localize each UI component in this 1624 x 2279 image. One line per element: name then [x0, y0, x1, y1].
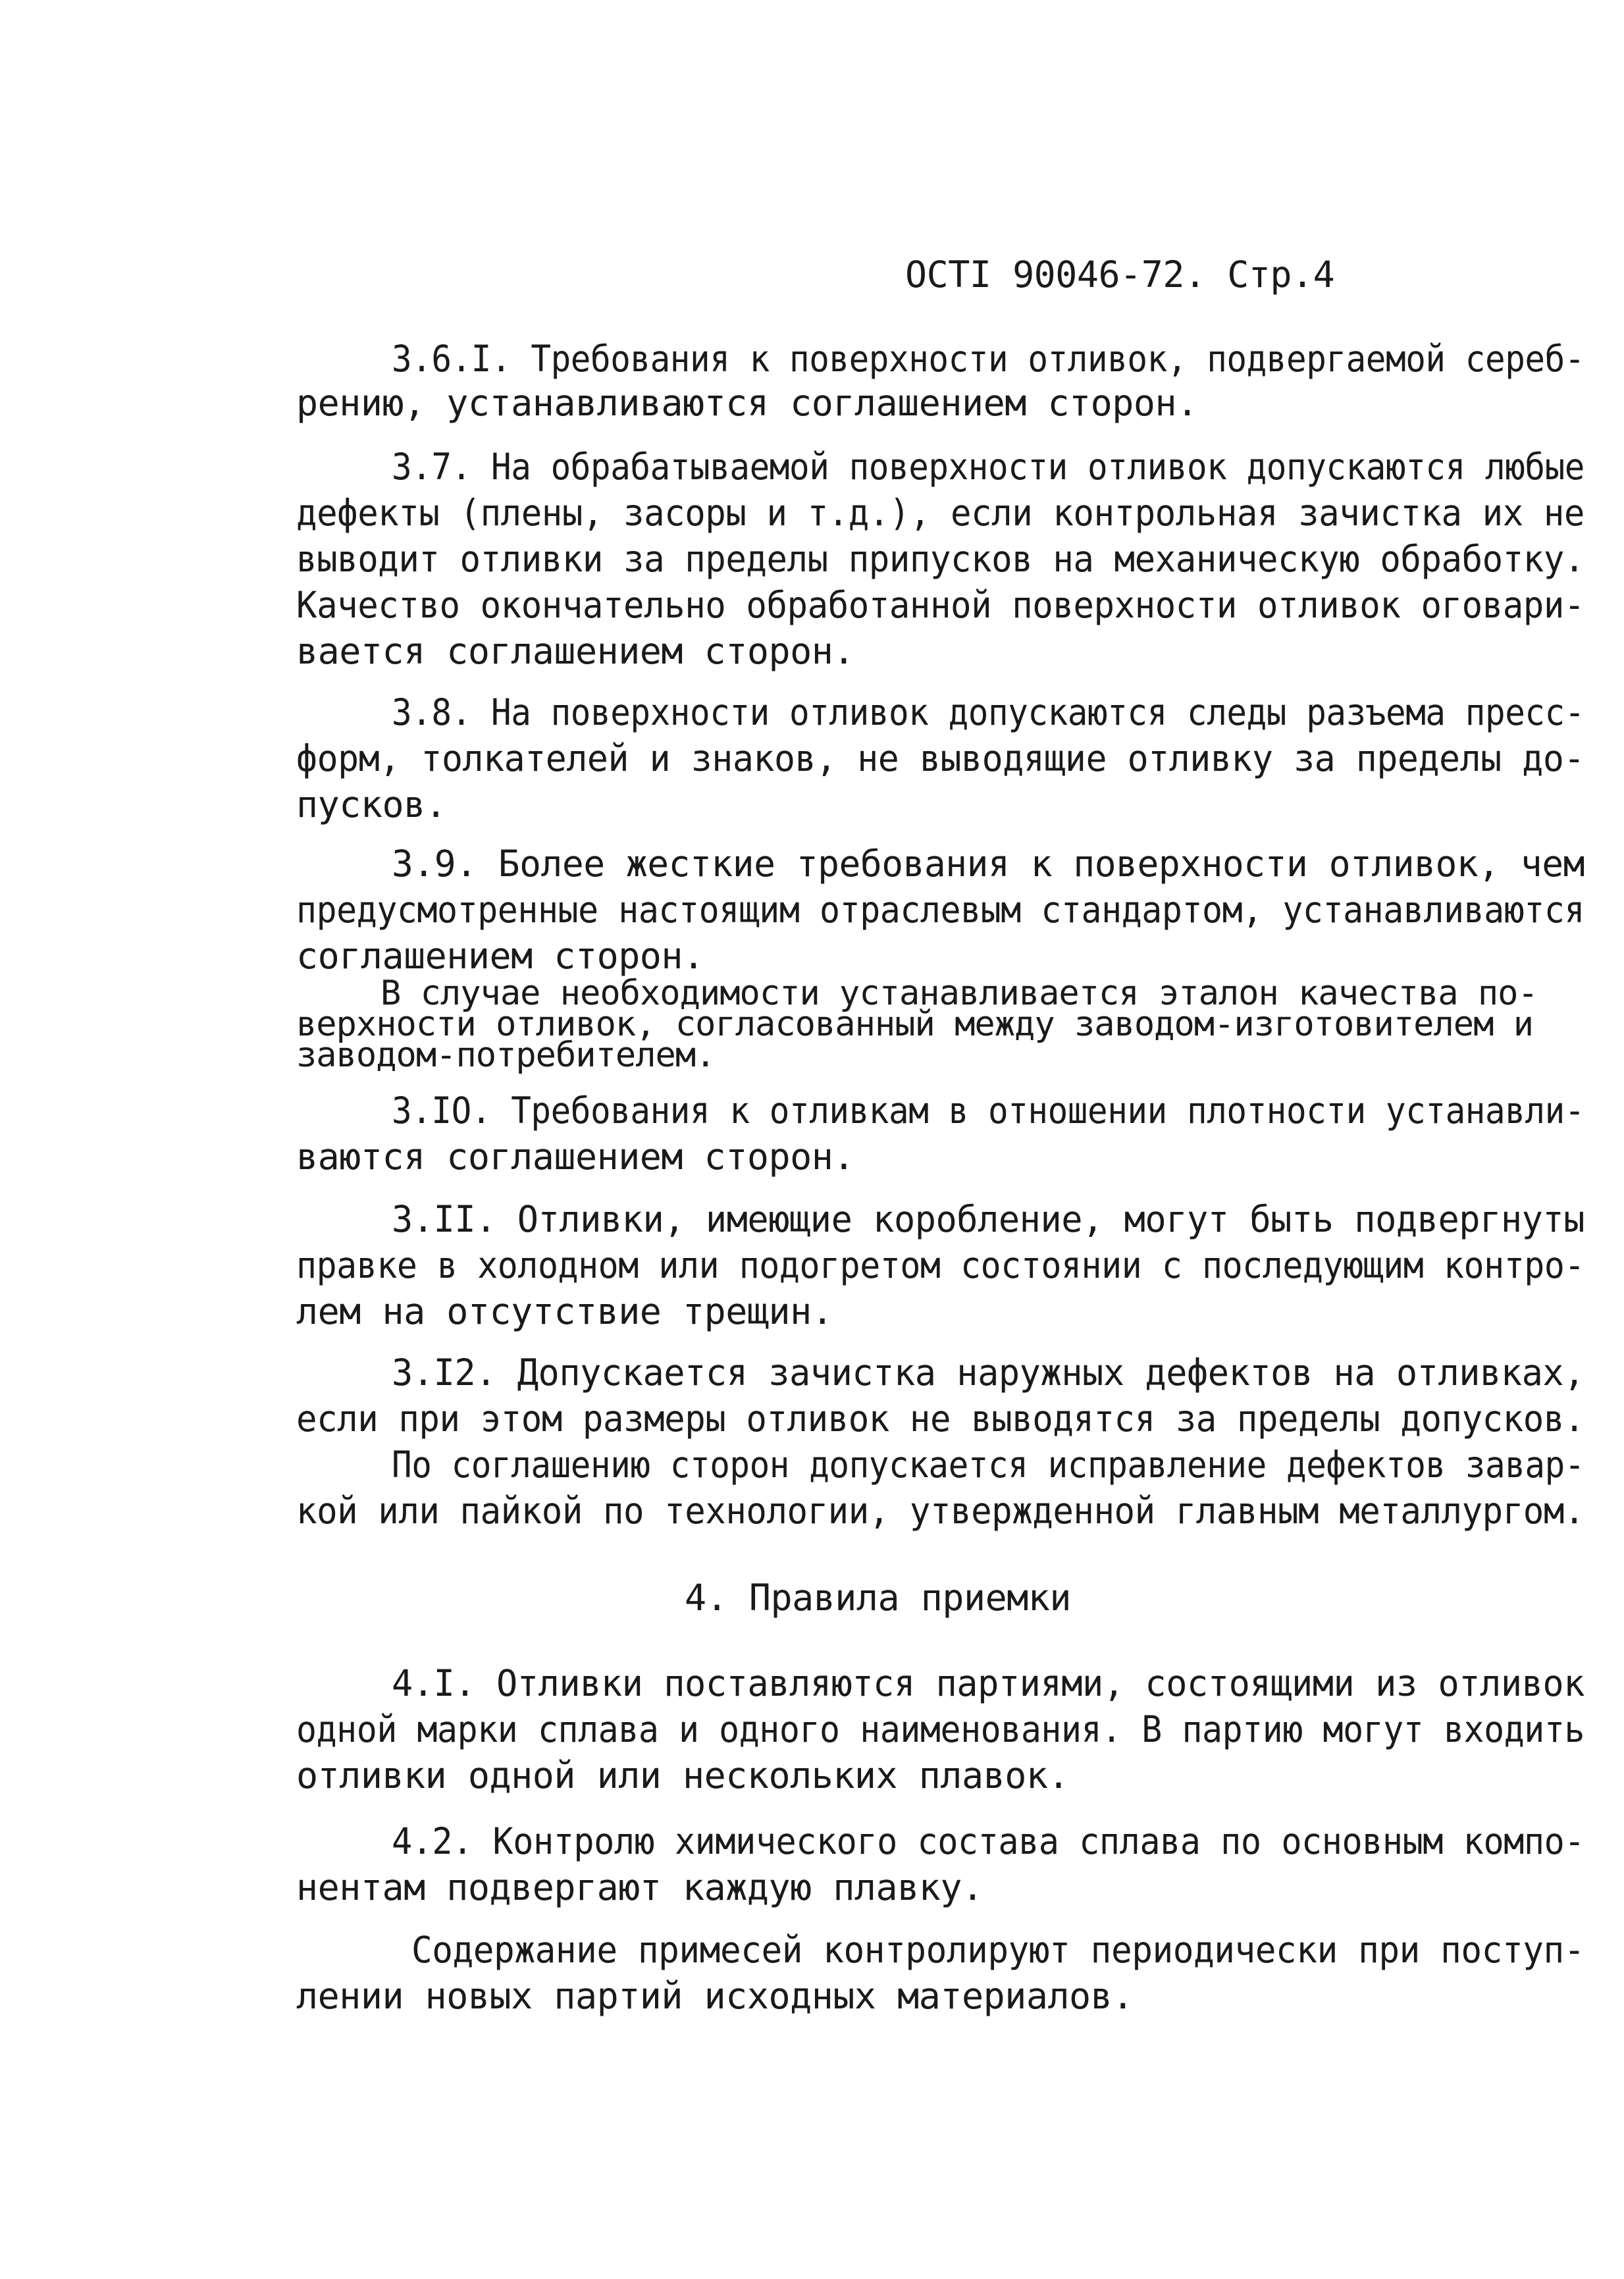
text-line: верхности отливок, согласованный между заводом-изготовителем и: [296, 1005, 1534, 1044]
text-line: предусмотренные настоящим отраслевым стандартом, устанавливаются: [296, 889, 1585, 931]
text-line: лении новых партий исходных материалов.: [296, 1975, 1134, 2017]
text-line: ваются соглашением сторон.: [296, 1136, 854, 1178]
text-line: кой или пайкой по технологии, утвержденной главным металлургом.: [296, 1490, 1585, 1532]
text-line: нентам подвергают каждую плавку.: [296, 1866, 983, 1908]
page-header: ОСТI 90046-72. Стр.4: [905, 253, 1335, 296]
text-line: Содержание примесей контролируют периодически при поступ-: [411, 1929, 1585, 1971]
text-line: пусков.: [296, 783, 447, 825]
text-line: 3.II. Отливки, имеющие коробление, могут быть подвергнуты: [392, 1198, 1585, 1240]
text-line: соглашением сторон.: [296, 935, 704, 977]
text-line: вается соглашением сторон.: [296, 630, 854, 672]
text-line: 3.9. Более жесткие требования к поверхности отливок, чем: [392, 843, 1585, 885]
text-line: форм, толкателей и знаков, не выводящие отливку за пределы до-: [296, 737, 1585, 779]
text-line: По соглашению сторон допускается исправление дефектов завар-: [392, 1444, 1585, 1486]
text-line: 3.I2. Допускается зачистка наружных дефектов на отливках,: [392, 1351, 1585, 1394]
text-line: одной марки сплава и одного наименования. В партию могут входить: [296, 1708, 1585, 1750]
text-line: правке в холодном или подогретом состоянии с последующим контро-: [296, 1244, 1585, 1286]
text-line: 4.2. Контролю химического состава сплава по основным компо-: [392, 1820, 1585, 1862]
text-line: заводом-потребителем.: [296, 1035, 716, 1075]
text-line: лем на отсутствие трещин.: [296, 1290, 833, 1332]
text-line: выводит отливки за пределы припусков на механическую обработку.: [296, 538, 1585, 580]
text-line: В случае необходимости устанавливается эталон качества по-: [380, 974, 1538, 1013]
text-line: 4.I. Отливки поставляются партиями, состоящими из отливок: [392, 1662, 1585, 1704]
text-line: если при этом размеры отливок не выводятся за пределы допусков.: [296, 1398, 1585, 1440]
text-line: 3.8. На поверхности отливок допускаются следы разъема пресс-: [392, 691, 1585, 733]
text-line: 3.7. На обрабатываемой поверхности отливок допускаются любые: [392, 446, 1585, 488]
text-line: дефекты (плены, засоры и т.д.), если контрольная зачистка их не: [296, 492, 1585, 534]
section-heading: 4. Правила приемки: [685, 1577, 1072, 1619]
text-line: 3.6.I. Требования к поверхности отливок, подвергаемой сереб-: [392, 338, 1585, 380]
text-line: отливки одной или нескольких плавок.: [296, 1754, 1070, 1796]
text-line: Качество окончательно обработанной поверхности отливок оговари-: [296, 584, 1585, 626]
text-line: рению, устанавливаются соглашением сторон.: [296, 382, 1198, 424]
text-line: 3.IO. Требования к отливкам в отношении плотности устанавли-: [392, 1089, 1585, 1132]
